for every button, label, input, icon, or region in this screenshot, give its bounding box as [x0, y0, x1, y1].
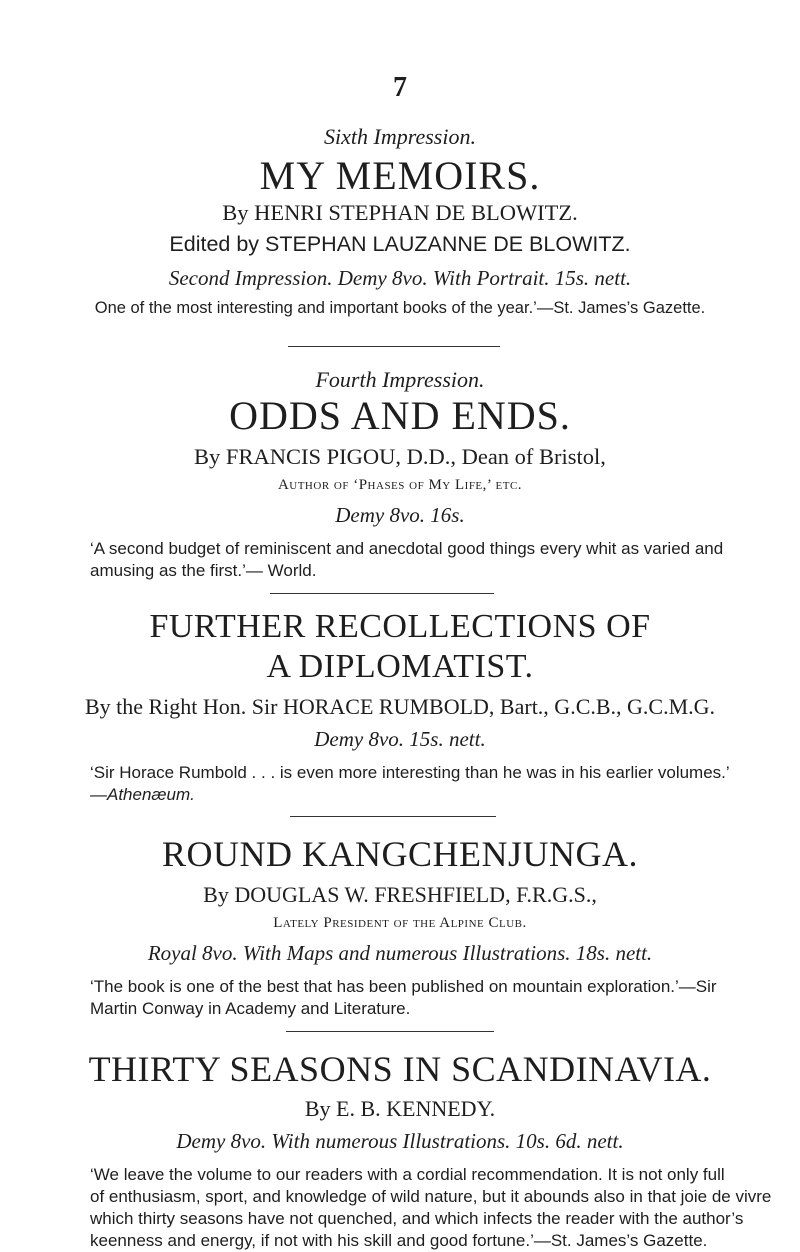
book-title: MY MEMOIRS. — [259, 153, 541, 198]
review-quote: ‘The book is one of the best that has been published on mountain exploration.’—Sir Martin Conway in Academy and Literature. — [90, 977, 717, 1018]
book-details: Demy 8vo. 16s. — [335, 503, 465, 527]
book-title: ROUND KANGCHENJUNGA. — [162, 834, 638, 874]
book-details: Royal 8vo. With Maps and numerous Illustrations. 18s. nett. — [147, 941, 653, 965]
page-number: 7 — [393, 72, 407, 103]
divider — [290, 816, 496, 817]
divider — [270, 593, 494, 594]
review-quote: One of the most interesting and important books of the year.’—St. James’s Gazette. — [94, 299, 706, 317]
author-credentials: Lately President of the Alpine Club. — [273, 915, 527, 931]
book-title: ODDS AND ENDS. — [229, 393, 571, 438]
author-byline: By FRANCIS PIGOU, D.D., Dean of Bristol, — [194, 444, 606, 469]
divider — [286, 1031, 494, 1032]
author-byline: By the Right Hon. Sir HORACE RUMBOLD, Bart., G.C.B., G.C.M.G. — [84, 694, 716, 719]
divider — [288, 346, 500, 347]
review-quote: ‘We leave the volume to our readers with a cordial recommendation. It is not only full of enthusiasm, sport, and knowledge of wild nature, but it abounds also in that joie de vivre which thirty seasons have not quenched, and which infects the reader with the author’s keenness and energy, if not with his skill and good fortune.’—St. James’s Gazette. — [90, 1165, 772, 1250]
book-title-line: A DIPLOMATIST. — [266, 648, 534, 685]
book-title-line: FURTHER RECOLLECTIONS OF — [149, 608, 651, 645]
book-title: THIRTY SEASONS IN SCANDINAVIA. — [88, 1049, 712, 1089]
author-credentials: Author of ‘Phases of My Life,’ etc. — [277, 477, 523, 493]
book-details: Demy 8vo. With numerous Illustrations. 10s. 6d. nett. — [176, 1129, 624, 1153]
book-details: Demy 8vo. 15s. nett. — [314, 727, 486, 751]
review-quote: ‘Sir Horace Rumbold . . . is even more interesting than he was in his earlier volumes.’ —Athenæum. — [90, 763, 730, 804]
book-details: Second Impression. Demy 8vo. With Portrait. 15s. nett. — [168, 266, 632, 290]
editor-byline: Edited by STEPHAN LAUZANNE DE BLOWITZ. — [169, 232, 631, 256]
impression-label: Fourth Impression. — [315, 367, 485, 392]
author-byline: By E. B. KENNEDY. — [304, 1096, 496, 1121]
impression-label: Sixth Impression. — [324, 124, 476, 149]
author-byline: By HENRI STEPHAN DE BLOWITZ. — [222, 200, 578, 225]
review-quote: ‘A second budget of reminiscent and anecdotal good things every whit as varied and amusing as the first.’— World. — [90, 539, 724, 580]
author-byline: By DOUGLAS W. FRESHFIELD, F.R.G.S., — [203, 882, 597, 907]
